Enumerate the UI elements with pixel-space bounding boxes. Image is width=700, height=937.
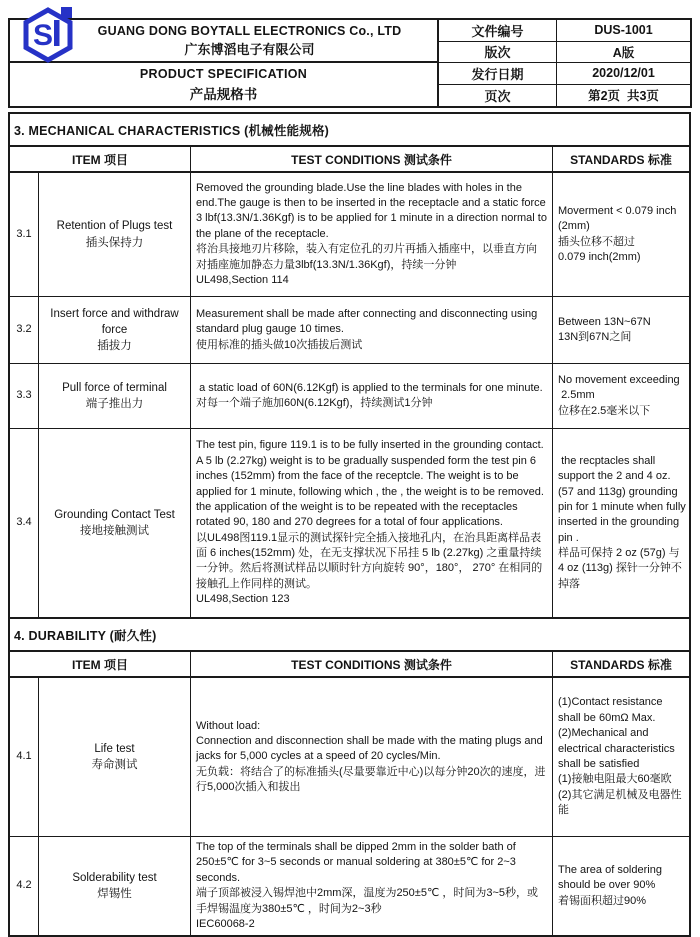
header-left-panel (10, 20, 439, 106)
column-header-conditions: TEST CONDITIONS 测试条件 (191, 652, 553, 676)
standard-text: 位移在2.5毫米以下 (558, 404, 651, 417)
condition-text: Connection and disconnection shall be made with the mating plugs and jacks for 5,000 cycles at a speed of 20 cycles/Min. (196, 734, 546, 763)
column-header-conditions: TEST CONDITIONS 测试条件 (191, 147, 553, 171)
document-meta-table (439, 20, 690, 106)
row-standards (553, 678, 689, 836)
row-conditions (191, 429, 553, 617)
condition-text: a static load of 60N(6.12Kgf) is applied to the terminals for one minute. (196, 381, 543, 394)
standard-text: No movement exceeding (558, 373, 680, 386)
meta-value-file-number: DUS-1001 (557, 20, 690, 42)
item-label: Grounding Contact Test (54, 508, 175, 521)
product-spec-title-cn: 产品规格书 (189, 86, 258, 102)
standard-text: Between 13N~67N (558, 315, 651, 328)
condition-text: Measurement shall be made after connecting and disconnecting using standard plug gauge 10 times. (196, 307, 541, 336)
company-name-block (10, 20, 437, 63)
standard-text: (2)其它满足机械及电器性能 (558, 788, 682, 817)
row-item (39, 297, 191, 363)
row-conditions (191, 297, 553, 363)
row-item (39, 173, 191, 296)
meta-label-file-number: 文件编号 (439, 20, 557, 42)
standard-text: 插头位移不超过 (558, 235, 635, 248)
condition-text: 使用标准的插头做10次插拔后测试 (196, 338, 363, 351)
row-conditions (191, 173, 553, 296)
section-title: 3. MECHANICAL CHARACTERISTICS (机械性能规格) (10, 114, 689, 147)
spec-row (10, 837, 689, 935)
row-id: 3.4 (10, 429, 39, 617)
item-label: 插拔力 (97, 340, 132, 353)
item-label: Pull force of terminal (62, 381, 167, 394)
document-title-block (10, 63, 437, 106)
condition-text: 以UL498图119.1显示的测试探针完全插入接地孔内，在治具距离样品表面 6 inches(152mm) 处，在无支撑状况下吊挂 5 lb (2.27kg) 之重量持续一分钟。然后将测试样品以顺时针方向旋转 90°，180°， 270° 在相同的接触孔上作同样的测试。 (196, 531, 543, 590)
spec-row (10, 678, 689, 837)
item-label: 接地接触测试 (80, 525, 149, 537)
standard-text: (2)Mechanical and electrical characteristics shall be satisfied (558, 727, 678, 770)
condition-text: 无负载：将结合了的标准插头(尽量要靠近中心)以每分钟20次的速度，进行5,000次插入和拔出 (196, 765, 546, 794)
standard-text: 2.5mm (558, 389, 595, 402)
condition-text: IEC60068-2 (196, 917, 255, 930)
meta-label-revision: 版次 (439, 42, 557, 64)
row-conditions (191, 678, 553, 836)
item-label: Solderability test (72, 872, 157, 885)
row-conditions (191, 364, 553, 428)
standard-text: (1)接触电阻最大60毫欧 (558, 773, 672, 786)
spec-row (10, 297, 689, 364)
row-standards (553, 297, 689, 363)
logo-s-glyph: S (32, 19, 54, 52)
product-spec-title-en: PRODUCT SPECIFICATION (139, 66, 308, 81)
condition-text: 端子顶部被浸入锡焊池中2mm深，温度为250±5℃ ，时间为3~5秒，或手焊锡温度为380±5℃ ，时间为2~3秒 (196, 887, 539, 915)
company-logo-icon (22, 6, 74, 63)
spec-row (10, 429, 689, 617)
spec-section (10, 617, 689, 935)
row-item (39, 364, 191, 428)
row-conditions (191, 837, 553, 935)
meta-label-issue-date: 发行日期 (439, 63, 557, 85)
condition-text: 将治具接地刃片移除，装入有定位孔的刃片再插入插座中，以垂直方向对插座施加静态力量3lbf(13.3N/1.36Kgf)，持续一分钟 (196, 243, 537, 271)
meta-value-issue-date: 2020/12/01 (557, 63, 690, 85)
section-title: 4. DURABILITY (耐久性) (10, 619, 689, 652)
condition-text: 对每一个端子施加60N(6.12Kgf)，持续测试1分钟 (196, 397, 433, 409)
column-header-item: ITEM 项目 (10, 652, 191, 676)
standard-text: Moverment < 0.079 inch (2mm) (558, 204, 680, 233)
item-label: Retention of Plugs test (56, 220, 173, 233)
standard-text: 0.079 inch(2mm) (558, 250, 641, 263)
standard-text: 13N到67N之间 (558, 331, 632, 343)
condition-text: The test pin, figure 119.1 is to be fully inserted in the grounding contact. A 5 lb (2.27kg) weight is to be gradually suspended form the test pin 6 inches (152mm) from the face of the receptcle. The weight is to be applied for 1 minute, following which , the , the weight is to be removed. the application of the weight is to be repeated with the receptacles rotated 90, 180 and 270 degrees for a total of four applications. (196, 439, 547, 529)
condition-text: Without load: (196, 719, 261, 732)
row-id: 4.2 (10, 837, 39, 935)
standard-text: The area of soldering should be over 90% (558, 864, 666, 892)
table-header-row (10, 652, 689, 678)
company-name-en: GUANG DONG BOYTALL ELECTRONICS Co., LTD (97, 23, 402, 38)
row-standards (553, 429, 689, 617)
standard-text: the recptacles shall support the 2 and 4 oz.(57 and 113g) grounding pin for 1 minute when fully inserted in the grounding pin . (558, 454, 689, 544)
item-label: 插头保持力 (85, 236, 144, 249)
logo-bar-glyph (54, 20, 60, 46)
spec-section (10, 114, 689, 617)
row-item (39, 678, 191, 836)
item-label: 焊锡性 (97, 888, 132, 901)
row-item (39, 837, 191, 935)
standard-text: 样品可保持 2 oz (57g) 与 4 oz (113g) 探针一分钟不掉落 (558, 547, 683, 590)
company-name-cn: 广东博滔电子有限公司 (184, 41, 315, 57)
row-id: 3.1 (10, 173, 39, 296)
spec-body (8, 112, 691, 937)
row-id: 3.3 (10, 364, 39, 428)
spec-row (10, 364, 689, 429)
row-standards (553, 837, 689, 935)
meta-value-page-number: 第2页 共3页 (588, 89, 659, 104)
row-standards (553, 364, 689, 428)
column-header-standards: STANDARDS 标准 (570, 152, 672, 167)
column-header-item: ITEM 项目 (10, 147, 191, 171)
standard-text: (1)Contact resistance shall be 60mΩ Max. (558, 696, 666, 724)
meta-label-page-number: 页次 (439, 85, 557, 107)
item-label: Life test (94, 742, 135, 755)
condition-text: UL498,Section 123 (196, 593, 290, 606)
standard-text: 着锡面积超过90% (558, 894, 647, 907)
row-id: 3.2 (10, 297, 39, 363)
spec-row (10, 173, 689, 297)
table-header-row (10, 147, 689, 173)
item-label: 端子推出力 (85, 398, 144, 410)
column-header-standards: STANDARDS 标准 (570, 657, 672, 672)
document-header (8, 18, 692, 108)
row-standards (553, 173, 689, 296)
row-id: 4.1 (10, 678, 39, 836)
condition-text: UL498,Section 114 (196, 273, 289, 286)
meta-value-revision: A版 (557, 42, 690, 64)
item-label: Insert force and withdraw force (50, 307, 182, 336)
condition-text: Removed the grounding blade.Use the line blades with holes in the end.The gauge is then to be inserted in the receptacle and a static force 3 lbf(13.3N/1.36Kgf) is to be applied for 1 minute in a direction normal to the plane of the receptacle. (196, 181, 551, 240)
row-item (39, 429, 191, 617)
item-label: 寿命测试 (91, 759, 138, 771)
condition-text: The top of the terminals shall be dipped 2mm in the solder bath of 250±5℃ for 3~5 seconds or manual soldering at 380±5℃ for 2~3 seconds. (196, 841, 519, 884)
